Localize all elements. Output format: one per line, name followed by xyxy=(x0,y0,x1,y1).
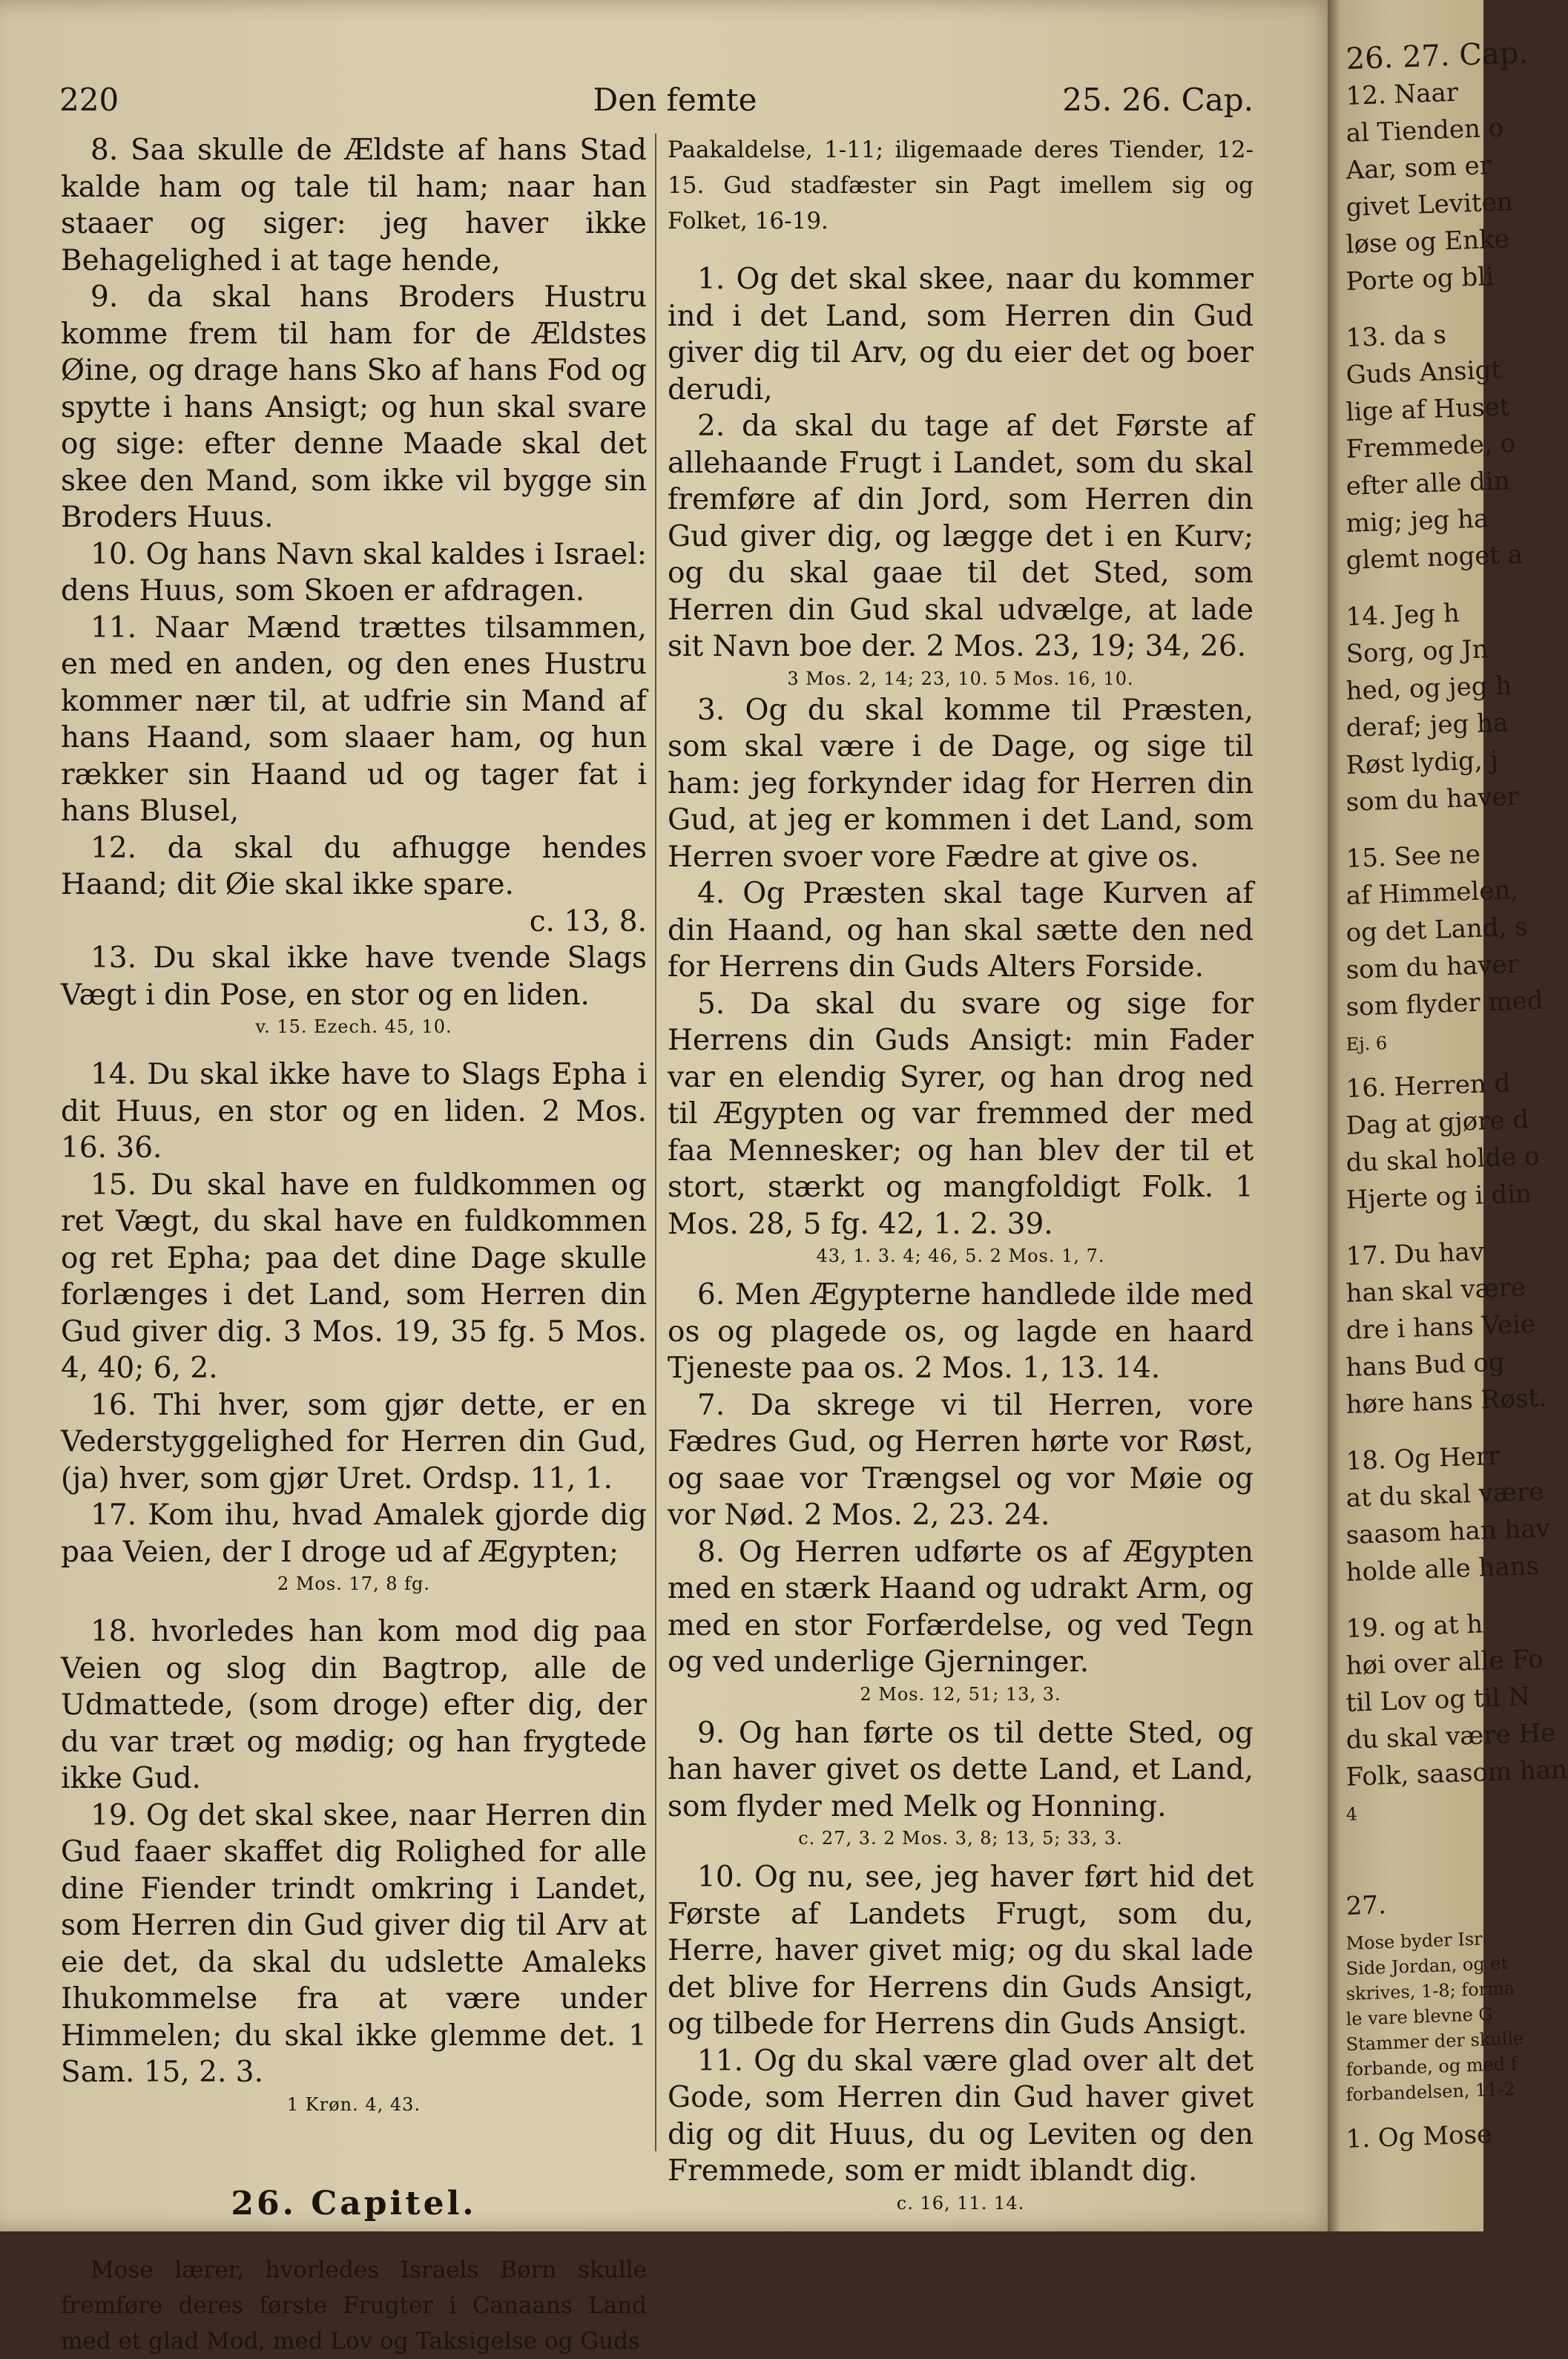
adjacent-page-line: Ej. 6 xyxy=(1345,1033,1388,1055)
adjacent-page-line: deraf; jeg ha xyxy=(1345,708,1509,743)
adjacent-page-line: 27. xyxy=(1345,1890,1387,1921)
adjacent-page-line: lige af Huset xyxy=(1345,392,1511,427)
verse-26-11: 11. Og du skal være glad over alt det Gode, som Herren din Gud haver givet dig og dit Huus, du og Leviten og den Fremmede, som er midt iblandt dig. xyxy=(668,2044,1254,2188)
adjacent-page-line: som du haver xyxy=(1345,781,1520,817)
adjacent-page-line: al Tienden o xyxy=(1345,113,1504,148)
verse-26-8: 8. Og Herren udførte os af Ægypten med en stærk Haand og udrakt Arm, og med en stor Forfærdelse, og ved Tegn og ved underlige Gjerninger. xyxy=(668,1535,1254,1679)
page-number: 220 xyxy=(59,82,119,118)
verse-25-17: 17. Kom ihu, hvad Amalek gjorde dig paa Veien, der I droge ud af Ægypten; xyxy=(61,1498,647,1569)
cross-reference: c. 13, 8. xyxy=(529,904,647,938)
chapter-summary: Mose lærer, hvorledes Israels Børn skulle fremføre deres første Frugter i Canaans Land med et glad Mod, med Lov og Taksigelse og Guds xyxy=(61,2256,647,2355)
verse-25-13: 13. Du skal ikke have tvende Slags Vægt i din Pose, en stor og en liden. xyxy=(61,941,647,1012)
adjacent-page-line: le vare blevne G xyxy=(1345,2004,1494,2030)
adjacent-page-line: dre i hans Veie xyxy=(1345,1309,1536,1346)
adjacent-page-line: høre hans Røst. xyxy=(1345,1383,1547,1420)
adjacent-page-line: forbandelsen, 11-2 xyxy=(1345,2079,1516,2105)
adjacent-page-line: Stammer der skulle xyxy=(1345,2027,1524,2055)
verse-25-14: 14. Du skal ikke have to Slags Epha i dit Huus, en stor og en liden. 2 Mos. 16. 36. xyxy=(61,1058,647,1165)
cross-reference: v. 15. Ezech. 45, 10. xyxy=(255,1016,452,1037)
adjacent-page-edge xyxy=(1328,0,1568,2231)
adjacent-page-line: som du haver xyxy=(1345,949,1520,985)
adjacent-page-line: Hjerte og i din xyxy=(1345,1179,1532,1215)
adjacent-page-line: at du skal være xyxy=(1345,1476,1544,1513)
adjacent-page-line: Sorg, og Jn xyxy=(1345,634,1489,669)
verse-26-7: 7. Da skrege vi til Herren, vore Fædres Gud, og Herren hørte vor Røst, og saae vor Trængsel og vor Møie og vor Nød. 2 Mos. 2, 23. 24. xyxy=(668,1388,1254,1532)
adjacent-page-line: Mose byder Isr xyxy=(1345,1928,1483,1954)
verse-25-10: 10. Og hans Navn skal kaldes i Israel: dens Huus, som Skoen er afdragen. xyxy=(61,537,647,608)
cross-reference: c. 27, 3. 2 Mos. 3, 8; 13, 5; 33, 3. xyxy=(798,1828,1123,1849)
cross-reference: 3 Mos. 2, 14; 23, 10. 5 Mos. 16, 10. xyxy=(787,668,1134,689)
cross-reference: 2 Mos. 17, 8 fg. xyxy=(277,1573,431,1594)
adjacent-page-line: hed, og jeg h xyxy=(1345,671,1512,706)
adjacent-page-line: Aar, som er xyxy=(1345,151,1492,185)
adjacent-page-line: 26. 27. Cap. xyxy=(1345,36,1529,76)
adjacent-page-line: mig; jeg ha xyxy=(1345,504,1489,539)
adjacent-page-line: som flyder med xyxy=(1345,985,1544,1022)
adjacent-page-line: du skal være He xyxy=(1345,1718,1556,1755)
running-head xyxy=(59,82,1254,123)
verse-26-3: 3. Og du skal komme til Præsten, som skal være i de Dage, og sige til ham: jeg forkynder idag for Herren din Gud, at jeg er kommen i det Land, som Herren svoer vore Fædre at give os. xyxy=(668,693,1254,874)
verse-25-12: 12. da skal du afhugge hendes Haand; dit Øie skal ikke spare. xyxy=(61,831,647,901)
verse-25-15: 15. Du skal have en fuldkommen og ret Vægt, du skal have en fuldkommen og ret Epha; paa det dine Dage skulle forlænges i det Land, som Herren din Gud giver dig. 3 Mos. 19, 35 fg. 5 Mos. 4, 40; 6, 2. xyxy=(61,1168,647,1385)
adjacent-page-line: Dag at gjøre d xyxy=(1345,1105,1529,1141)
adjacent-page-line: 16. Herren d xyxy=(1345,1068,1512,1104)
verse-25-9: 9. da skal hans Broders Hustru komme frem til ham for de Ældstes Øine, og drage hans Sko af hans Fod og spytte i hans Ansigt; og hun skal svare og sige: efter denne Maade skal det skee den Mand, som ikke vil bygge sin Broders Huus. xyxy=(61,280,647,534)
verse-26-1: 1. Og det skal skee, naar du kommer ind i det Land, som Herren din Gud giver dig til Arv, og du eier det og boer derudi, xyxy=(668,263,1254,407)
adjacent-page-line: til Lov og til N xyxy=(1345,1682,1531,1718)
left-column xyxy=(61,132,647,2359)
adjacent-page-line: hans Bud og xyxy=(1345,1347,1506,1383)
verse-25-18: 18. hvorledes han kom mod dig paa Veien og slog din Bagtrop, alle de Udmattede, (som droge) efter dig, der du var træt og mødig; og han frygtede ikke Gud. xyxy=(61,1615,647,1795)
adjacent-page-line: af Himmelen, xyxy=(1345,875,1519,911)
adjacent-page-line: forbande, og med f xyxy=(1345,2053,1518,2080)
adjacent-page-line: og det Land, s xyxy=(1345,912,1529,948)
cross-reference: 1 Krøn. 4, 43. xyxy=(286,2093,421,2115)
verse-25-11: 11. Naar Mænd trættes tilsammen, en med en anden, og den enes Hustru kommer nær til, at udfrie sin Mand af hans Haand, som slaaer ham, og hun rækker sin Haand ud og tager fat i hans Blusel, xyxy=(61,611,647,828)
adjacent-page-line: Porte og bli xyxy=(1345,262,1495,297)
adjacent-page-line: 15. See ne xyxy=(1345,839,1481,874)
verse-25-8: 8. Saa skulle de Ældste af hans Stad kalde ham og tale til ham; naar han staaer og siger: jeg haver ikke Behagelighed i at tage hende, xyxy=(61,134,647,277)
adjacent-page-line: han skal være xyxy=(1345,1272,1526,1309)
chapter-reference: 25. 26. Cap. xyxy=(1062,82,1254,118)
adjacent-page-line: Folk, saasom han xyxy=(1345,1754,1568,1792)
book-title: Den femte xyxy=(593,82,757,118)
adjacent-page-line: 18. Og Herr xyxy=(1345,1441,1501,1476)
adjacent-page-line: glemt noget a xyxy=(1345,539,1523,576)
adjacent-page-line: du skal holde o xyxy=(1345,1141,1541,1178)
adjacent-page-line: Fremmede, o xyxy=(1345,429,1516,464)
cross-reference: 2 Mos. 12, 51; 13, 3. xyxy=(860,1683,1061,1705)
adjacent-page-line: Guds Ansigt xyxy=(1345,355,1502,390)
verse-25-16: 16. Thi hver, som gjør dette, er en Vederstyggelighed for Herren din Gud, (ja) hver, som gjør Uret. Ordsp. 11, 1. xyxy=(61,1388,647,1496)
adjacent-page-line: holde alle hans xyxy=(1345,1550,1540,1588)
adjacent-page-line: saasom han hav xyxy=(1345,1513,1551,1550)
cross-reference: c. 16, 11. 14. xyxy=(896,2192,1025,2214)
verse-26-5: 5. Da skal du svare og sige for Herrens din Guds Ansigt: min Fader var en elendig Syrer, og han drog ned til Ægypten og var fremmed der med faa Mennesker; og han blev der til et stort, stærkt og mangfoldigt Folk. 1 Mos. 28, 5 fg. 42, 1. 2. 39. xyxy=(668,987,1254,1241)
adjacent-page-line: 4 xyxy=(1345,1803,1358,1825)
adjacent-page-line: 13. da s xyxy=(1345,320,1447,353)
adjacent-page-line: Røst lydig, j xyxy=(1345,745,1499,780)
verse-25-19: 19. Og det skal skee, naar Herren din Gud faaer skaffet dig Rolighed for alle dine Fiender trindt omkring i Landet, som Herren din Gud giver dig til Arv at eie det, da skal du udslette Amaleks Ihukommelse fra at være under Himmelen; du skal ikke glemme det. 1 Sam. 15, 2. 3. xyxy=(61,1798,647,2089)
adjacent-page-line: Side Jordan, og et xyxy=(1345,1952,1509,1979)
verse-26-10: 10. Og nu, see, jeg haver ført hid det Første af Landets Frugt, som du, Herre, haver givet mig; og du skal lade det blive for Herrens din Guds Ansigt, og tilbede for Herrens din Guds Ansigt. xyxy=(668,1860,1254,2041)
right-column xyxy=(668,132,1254,2217)
adjacent-page-line: 14. Jeg h xyxy=(1345,598,1460,632)
verse-26-2: 2. da skal du tage af det Første af allehaande Frugt i Landet, som du skal fremføre af din Jord, som Herren din Gud giver dig, og lægge det i en Kurv; og du skal gaae til det Sted, som Herren din Gud skal udvælge, at lade sit Navn boe der. 2 Mos. 23, 19; 34, 26. xyxy=(668,409,1254,663)
cross-reference: 43, 1. 3. 4; 46, 5. 2 Mos. 1, 7. xyxy=(816,1246,1105,1266)
adjacent-page-line: skrives, 1-8; forma xyxy=(1345,1978,1515,2004)
adjacent-page-line: givet Leviten xyxy=(1345,187,1514,223)
adjacent-page-line: 12. Naar xyxy=(1345,77,1459,111)
adjacent-page-line: høi over alle Fo xyxy=(1345,1644,1544,1681)
verse-26-6: 6. Men Ægypterne handlede ilde med os og plagede os, og lagde en haard Tjeneste paa os. 2 Mos. 1, 13. 14. xyxy=(668,1278,1254,1385)
verse-26-4: 4. Og Præsten skal tage Kurven af din Haand, og han skal sætte den ned for Herrens din Guds Alters Forside. xyxy=(668,877,1254,984)
adjacent-page-line: 19. og at h xyxy=(1345,1609,1483,1644)
adjacent-page-line: efter alle din xyxy=(1345,466,1511,501)
adjacent-page-line: løse og Enke xyxy=(1345,224,1510,260)
verse-26-9: 9. Og han førte os til dette Sted, og han haver givet os dette Land, et Land, som flyder med Melk og Honning. xyxy=(668,1716,1254,1823)
adjacent-page-line: 1. Og Mose xyxy=(1345,2119,1492,2154)
column-divider xyxy=(655,134,656,2151)
chapter-heading: 26. Capitel. xyxy=(231,2184,477,2223)
chapter-summary-continued: Paakaldelse, 1-11; iligemaade deres Tiender, 12-15. Gud stadfæster sin Pagt imellem sig og Folket, 16-19. xyxy=(668,136,1254,234)
adjacent-page-line: 17. Du hav xyxy=(1345,1237,1485,1271)
